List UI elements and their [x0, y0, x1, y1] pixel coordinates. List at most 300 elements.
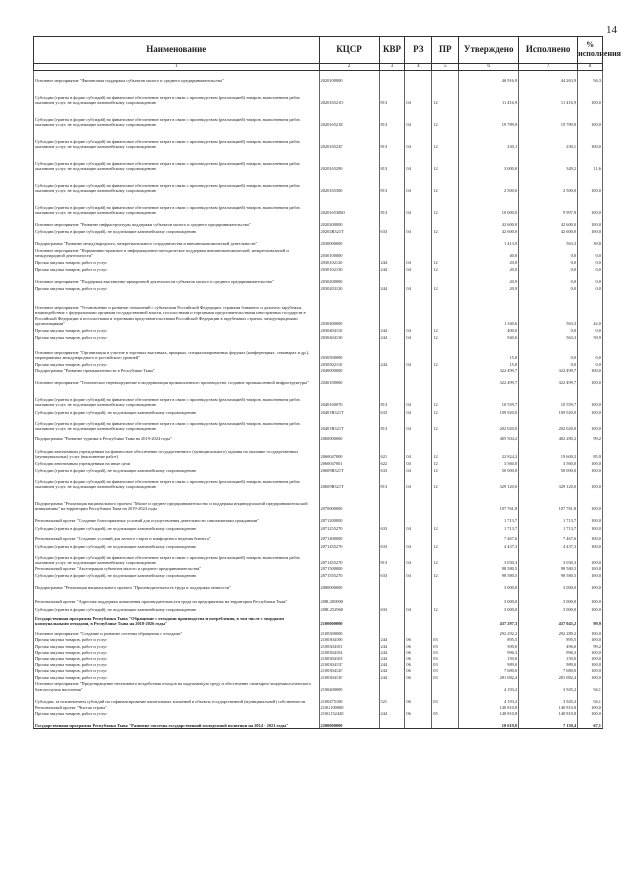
- row-rz: 04: [405, 473, 432, 489]
- row-pr: [432, 234, 459, 246]
- row-executed: 563,3: [519, 234, 578, 246]
- row-percent: 100,0: [578, 704, 603, 710]
- row-approved: 140 810,8: [459, 710, 519, 716]
- row-percent: 100,0: [578, 549, 603, 565]
- row-percent: 0,0: [578, 258, 603, 265]
- row-pr: [432, 716, 459, 729]
- row-approved: 150,0: [459, 655, 519, 661]
- row-kvr: 244: [379, 710, 405, 716]
- row-executed: 3 030,3: [519, 549, 578, 565]
- table-row: [34, 415, 603, 431]
- row-kvr: [379, 612, 405, 626]
- row-pr: [432, 272, 459, 284]
- row-approved: 500,0: [459, 643, 519, 649]
- row-pr: 12: [432, 441, 459, 459]
- row-kvr: 244: [379, 649, 405, 655]
- row-percent: 100,0: [578, 523, 603, 531]
- row-percent: 67,1: [578, 716, 603, 729]
- row-name: Подпрограмма "Реализация национального проекта "Малое и среднее предпринимательство и поддержка индивидуальной предпринимательской инициативы" на территории Республики Тыва на 2019-2024 годы: [34, 489, 320, 511]
- row-kcsr: 20609R321Т: [319, 466, 379, 473]
- row-name: Субсидии автономным учреждениям на иные цели: [34, 459, 320, 466]
- row-executed: 895,5: [519, 636, 578, 642]
- row-kcsr: 2071400000: [319, 531, 379, 541]
- table-row: [34, 105, 603, 127]
- row-rz: 04: [405, 127, 432, 149]
- row-rz: [405, 340, 432, 360]
- row-kvr: 244: [379, 636, 405, 642]
- row-approved: 1 713,7: [459, 511, 519, 523]
- row-percent: 0,0: [578, 272, 603, 284]
- table-row: [34, 265, 603, 272]
- row-approved: 1 413,9: [459, 234, 519, 246]
- header-name: Наименование: [34, 37, 320, 64]
- row-percent: 100,0: [578, 636, 603, 642]
- row-kvr: 813: [379, 171, 405, 193]
- row-executed: 19 600,2: [519, 441, 578, 459]
- row-kcsr: 208L200000: [319, 590, 379, 604]
- table-row: [34, 511, 603, 523]
- table-row: [34, 680, 603, 692]
- row-pr: 12: [432, 105, 459, 127]
- index-cell: 8: [578, 64, 603, 71]
- row-name: Прочая закупка товаров, работ и услуг: [34, 661, 320, 667]
- row-rz: 04: [405, 265, 432, 272]
- row-kvr: 244: [379, 265, 405, 272]
- table-row: [34, 489, 603, 511]
- row-name: Основное мероприятие "Предотвращение негативного воздействия отходов на окружающую среду и обеспечение санитарно-эпидемиологического благополучия населения": [34, 680, 320, 692]
- row-rz: [405, 215, 432, 227]
- row-kcsr: 2030404110: [319, 326, 379, 333]
- row-name: Прочая закупка товаров, работ и услуг: [34, 649, 320, 655]
- row-kvr: 633: [379, 571, 405, 578]
- row-pr: 03: [432, 661, 459, 667]
- row-pr: 12: [432, 466, 459, 473]
- row-approved: 3 000,0: [459, 149, 519, 171]
- row-rz: 04: [405, 571, 432, 578]
- index-row: [34, 64, 603, 71]
- row-name: Региональный проект "Акселерация субъектов малого и среднего предпринимательства": [34, 565, 320, 571]
- row-rz: 04: [405, 326, 432, 333]
- row-executed: 989,0: [519, 661, 578, 667]
- row-approved: 322 499,7: [459, 373, 519, 385]
- row-executed: 496,0: [519, 643, 578, 649]
- row-pr: 12: [432, 604, 459, 612]
- row-name: Субсидии (гранты в форме субсидий), не подлежащие казначейскому сопровождению: [34, 541, 320, 549]
- row-approved: 202 020,0: [459, 415, 519, 431]
- row-percent: 100,0: [578, 459, 603, 466]
- table-row: [34, 227, 603, 234]
- row-pr: 12: [432, 171, 459, 193]
- row-approved: 895,5: [459, 636, 519, 642]
- table-row: [34, 523, 603, 531]
- row-name: Региональный проект "Адресная поддержка повышения производительности труда на предприятиях на территории Республики Тыва": [34, 590, 320, 604]
- table-row: [34, 333, 603, 340]
- table-row: [34, 246, 603, 258]
- row-percent: 100,0: [578, 415, 603, 431]
- row-executed: 0,0: [519, 265, 578, 272]
- row-kvr: [379, 531, 405, 541]
- row-percent: 100,0: [578, 578, 603, 590]
- row-executed: 230,1: [519, 127, 578, 149]
- table-row: [34, 541, 603, 549]
- row-kcsr: 2200000000: [319, 716, 379, 729]
- row-executed: 0,0: [519, 326, 578, 333]
- row-pr: 12: [432, 333, 459, 340]
- row-approved: 10 559,7: [459, 385, 519, 407]
- row-name: Подпрограмма "Реализация национального проекта "Производительность труда и поддержка занятости": [34, 578, 320, 590]
- row-kvr: 633: [379, 466, 405, 473]
- row-approved: 1 713,7: [459, 523, 519, 531]
- row-percent: 100,0: [578, 565, 603, 571]
- row-percent: 100,0: [578, 105, 603, 127]
- row-percent: 100,0: [578, 604, 603, 612]
- row-approved: 7 467,6: [459, 531, 519, 541]
- row-executed: 7 130,4: [519, 716, 578, 729]
- row-name: Основное мероприятие "Установление и развитие отношений с субъектами Российской Федерации, странами ближнего и дальнего зарубежья, взаимодействие с федеральными органами государственной власти, посольствами и торговыми представительствами иностранных государств в Российской Федерации и посольствами и торговыми представительствами Российской Федерации в зарубежных странах, международными организациями": [34, 291, 320, 326]
- row-kvr: 813: [379, 473, 405, 489]
- row-kcsr: 202016521Е: [319, 105, 379, 127]
- row-pr: [432, 626, 459, 636]
- row-approved: 10 000,0: [459, 193, 519, 215]
- row-executed: 329 120,0: [519, 473, 578, 489]
- table-row: [34, 234, 603, 246]
- row-executed: 0,0: [519, 258, 578, 265]
- table-row: [34, 531, 603, 541]
- row-name: Прочая закупка товаров, работ и услуг: [34, 710, 320, 716]
- row-rz: 06: [405, 710, 432, 716]
- row-percent: 100,0: [578, 385, 603, 407]
- row-kvr: [379, 340, 405, 360]
- row-pr: 03: [432, 649, 459, 655]
- row-kcsr: 2030203120: [319, 284, 379, 291]
- row-name: Прочая закупка товаров, работ и услуг: [34, 655, 320, 661]
- row-name: Субсидии (гранты в форме субсидий) на финансовое обеспечение затрат в связи с производством (реализацией) товаров, выполнением работ, оказанием услуг, не подлежащие казначейскому сопровождению: [34, 193, 320, 215]
- row-pr: 12: [432, 571, 459, 578]
- table-row: [34, 578, 603, 590]
- row-approved: 437 297,3: [459, 612, 519, 626]
- row-kcsr: 2030502110: [319, 360, 379, 367]
- row-rz: [405, 680, 432, 692]
- row-pr: [432, 612, 459, 626]
- row-percent: 99,2: [578, 643, 603, 649]
- row-pr: [432, 531, 459, 541]
- row-executed: 437 045,2: [519, 612, 578, 626]
- row-pr: 12: [432, 541, 459, 549]
- row-rz: 04: [405, 284, 432, 291]
- row-kcsr: 2020165290: [319, 149, 379, 171]
- row-approved: 989,0: [459, 661, 519, 667]
- row-rz: [405, 578, 432, 590]
- row-kcsr: 2080000000: [319, 578, 379, 590]
- row-executed: 281 082,4: [519, 674, 578, 680]
- row-name: Субсидии (гранты в форме субсидий), не подлежащие казначейскому сопровождению: [34, 604, 320, 612]
- row-kvr: [379, 291, 405, 326]
- row-pr: 12: [432, 473, 459, 489]
- row-kvr: [379, 578, 405, 590]
- row-executed: 3 000,0: [519, 590, 578, 604]
- row-approved: 4 437,3: [459, 541, 519, 549]
- row-kvr: 633: [379, 604, 405, 612]
- row-percent: 11,6: [578, 149, 603, 171]
- row-rz: 04: [405, 193, 432, 215]
- row-percent: 100,0: [578, 674, 603, 680]
- row-approved: 230,1: [459, 127, 519, 149]
- row-name: Основное мероприятие "Создание и развитие системы обращения с отходами": [34, 626, 320, 636]
- row-executed: 7 467,6: [519, 531, 578, 541]
- row-executed: 4 437,3: [519, 541, 578, 549]
- row-kvr: 244: [379, 655, 405, 661]
- row-rz: 06: [405, 636, 432, 642]
- row-kcsr: 2100300000: [319, 626, 379, 636]
- row-name: Субсидии (гранты в форме субсидий) на финансовое обеспечение затрат в связи с производством (реализацией) товаров, выполнением работ, оказанием услуг, не подлежащие казначейскому сопровождению: [34, 83, 320, 105]
- row-pr: [432, 511, 459, 523]
- row-pr: [432, 373, 459, 385]
- row-percent: 59,9: [578, 333, 603, 340]
- row-rz: 04: [405, 385, 432, 407]
- row-executed: 107 761,8: [519, 489, 578, 511]
- row-percent: 94,1: [578, 680, 603, 692]
- row-kvr: [379, 234, 405, 246]
- row-kcsr: 2100304103: [319, 655, 379, 661]
- row-pr: 03: [432, 667, 459, 673]
- row-kvr: 813: [379, 105, 405, 127]
- row-rz: [405, 716, 432, 729]
- row-executed: 2 500,0: [519, 171, 578, 193]
- row-name: Основное мероприятие "Поддержка выставочно-ярмарочной деятельности субъектов малого и среднего предпринимательства": [34, 272, 320, 284]
- table-row: [34, 466, 603, 473]
- row-kcsr: 2030400000: [319, 291, 379, 326]
- row-executed: 996,3: [519, 649, 578, 655]
- row-name: Субсидии (гранты в форме субсидий), не подлежащие казначейскому сопровождению: [34, 227, 320, 234]
- row-kcsr: 2100400000: [319, 680, 379, 692]
- row-percent: 100,0: [578, 541, 603, 549]
- table-row: [34, 291, 603, 326]
- row-kvr: [379, 71, 405, 84]
- row-kvr: [379, 431, 405, 441]
- row-approved: 400,0: [459, 326, 519, 333]
- row-percent: 100,0: [578, 127, 603, 149]
- row-approved: 22 824,2: [459, 441, 519, 459]
- row-pr: 05: [432, 710, 459, 716]
- index-cell: 6: [459, 64, 519, 71]
- table-body: [34, 71, 603, 729]
- row-kvr: [379, 716, 405, 729]
- row-percent: 94,1: [578, 692, 603, 704]
- row-kcsr: 2030500000: [319, 340, 379, 360]
- row-name: Субсидии (гранты в форме субсидий), не подлежащие казначейскому сопровождению: [34, 571, 320, 578]
- row-name: Подпрограмма "Развитие международного, межрегионального сотрудничества и внешнеэкономической деятельности": [34, 234, 320, 246]
- row-kcsr: 2030100000: [319, 246, 379, 258]
- row-approved: 10 619,0: [459, 716, 519, 729]
- row-approved: 292 292,2: [459, 626, 519, 636]
- row-pr: 12: [432, 360, 459, 367]
- row-kcsr: 2030102120: [319, 258, 379, 265]
- row-kvr: 244: [379, 360, 405, 367]
- index-cell: 7: [519, 64, 578, 71]
- table-row: [34, 473, 603, 489]
- row-approved: 46 916,9: [459, 71, 519, 84]
- row-pr: 12: [432, 149, 459, 171]
- table-row: [34, 149, 603, 171]
- row-kcsr: 2071455270: [319, 541, 379, 549]
- row-pr: [432, 680, 459, 692]
- row-percent: 100,0: [578, 83, 603, 105]
- table-row: [34, 407, 603, 415]
- row-executed: 3 000,0: [519, 578, 578, 590]
- row-rz: 04: [405, 333, 432, 340]
- row-pr: 12: [432, 549, 459, 565]
- row-rz: 04: [405, 149, 432, 171]
- row-name: Прочая закупка товаров, работ и услуг: [34, 326, 320, 333]
- page-number: 14: [606, 24, 617, 36]
- row-executed: 0,0: [519, 246, 578, 258]
- row-pr: 03: [432, 643, 459, 649]
- row-kvr: 813: [379, 549, 405, 565]
- row-kcsr: 2030200000: [319, 272, 379, 284]
- row-percent: 100,0: [578, 227, 603, 234]
- row-executed: 98 580,5: [519, 565, 578, 571]
- table-row: [34, 604, 603, 612]
- row-pr: [432, 578, 459, 590]
- row-percent: 0,0: [578, 326, 603, 333]
- row-rz: [405, 373, 432, 385]
- row-pr: 03: [432, 692, 459, 704]
- row-name: Региональный проект "Создание условий для легкого старта и комфортного ведения бизнеса": [34, 531, 320, 541]
- row-executed: 50 000,0: [519, 466, 578, 473]
- row-kvr: 244: [379, 661, 405, 667]
- row-rz: [405, 590, 432, 604]
- row-name: Прочая закупка товаров, работ и услуг: [34, 667, 320, 673]
- table-row: [34, 549, 603, 565]
- row-kcsr: 2040160070: [319, 385, 379, 407]
- row-executed: 42 600,0: [519, 227, 578, 234]
- row-kvr: 244: [379, 326, 405, 333]
- row-rz: [405, 272, 432, 284]
- row-rz: 04: [405, 459, 432, 466]
- header-row: [34, 37, 603, 64]
- index-cell: 3: [379, 64, 405, 71]
- row-pr: 03: [432, 655, 459, 661]
- row-executed: 1 713,7: [519, 523, 578, 531]
- row-approved: 4 193,2: [459, 692, 519, 704]
- row-name: Региональный проект "Чистая страна": [34, 704, 320, 710]
- row-executed: 10 559,7: [519, 385, 578, 407]
- table-row: [34, 431, 603, 441]
- row-approved: 3 000,0: [459, 578, 519, 590]
- row-name: Основное мероприятие "Развитие инфраструктуры поддержки субъектов малого и среднего предпринимательства": [34, 215, 320, 227]
- row-approved: 20,9: [459, 284, 519, 291]
- row-approved: 20,9: [459, 272, 519, 284]
- row-kcsr: 202016523Г: [319, 127, 379, 149]
- row-executed: 44 263,9: [519, 71, 578, 84]
- row-executed: 322 499,7: [519, 373, 578, 385]
- row-rz: 04: [405, 407, 432, 415]
- header-rz: РЗ: [405, 37, 432, 64]
- row-name: Основное мероприятие "Организация и участие в торговых выставках, ярмарках, специализированных форумах (конференциях, семинарах и др.), мероприятиях международного и российского уровней": [34, 340, 320, 360]
- row-pr: 12: [432, 227, 459, 234]
- row-executed: 563,3: [519, 291, 578, 326]
- row-kvr: [379, 215, 405, 227]
- row-kcsr: 2020100000: [319, 71, 379, 84]
- row-rz: [405, 71, 432, 84]
- row-percent: 99,9: [578, 612, 603, 626]
- row-percent: 100,0: [578, 661, 603, 667]
- row-name: Субсидии автономным учреждениям на финансовое обеспечение государственного (муниципального) задания на оказание государственных (муниципальных) услуг (выполнение работ): [34, 441, 320, 459]
- row-approved: 20,0: [459, 265, 519, 272]
- row-kvr: [379, 590, 405, 604]
- row-rz: [405, 612, 432, 626]
- row-percent: 100,0: [578, 655, 603, 661]
- row-kvr: [379, 373, 405, 385]
- header-pr: ПР: [432, 37, 459, 64]
- budget-execution-table: [33, 36, 621, 729]
- row-approved: 7 680,0: [459, 667, 519, 673]
- row-percent: 100,0: [578, 473, 603, 489]
- row-percent: 100,0: [578, 489, 603, 511]
- row-rz: 04: [405, 549, 432, 565]
- row-rz: 04: [405, 171, 432, 193]
- row-kvr: 813: [379, 385, 405, 407]
- row-kvr: 244: [379, 667, 405, 673]
- row-kcsr: 208L252960: [319, 604, 379, 612]
- row-kcsr: 2030404130: [319, 333, 379, 340]
- row-percent: 100,0: [578, 373, 603, 385]
- row-rz: [405, 531, 432, 541]
- row-name: Субсидии (гранты в форме субсидий) на финансовое обеспечение затрат в связи с производством (реализацией) товаров, выполнением работ, оказанием услуг, не подлежащие казначейскому сопровождению: [34, 385, 320, 407]
- row-name: Субсидии (гранты в форме субсидий), не подлежащие казначейскому сопровождению: [34, 466, 320, 473]
- row-executed: 0,0: [519, 272, 578, 284]
- row-approved: 11 416,9: [459, 83, 519, 105]
- row-rz: 04: [405, 523, 432, 531]
- row-rz: 06: [405, 655, 432, 661]
- row-kvr: 813: [379, 415, 405, 431]
- row-name: Прочая закупка товаров, работ и услуг: [34, 674, 320, 680]
- index-cell: 1: [34, 64, 320, 71]
- row-percent: 100,0: [578, 531, 603, 541]
- row-executed: 9 997,8: [519, 193, 578, 215]
- row-name: Государственная программа Республики Тыва "Обращение с отходами производства и потребления, в том числе с твердыми коммунальными отходами, в Республике Тыва на 2018-2026 годы": [34, 612, 320, 626]
- row-pr: [432, 489, 459, 511]
- row-kcsr: 2030102130: [319, 265, 379, 272]
- row-percent: 42,0: [578, 291, 603, 326]
- row-percent: 100,0: [578, 407, 603, 415]
- row-name: Подпрограмма "Развитие промышленности в Республике Тыва": [34, 367, 320, 373]
- row-kcsr: 202016530Ю: [319, 193, 379, 215]
- table-row: [34, 441, 603, 459]
- table-row: [34, 590, 603, 604]
- row-name: Подпрограмма "Развитие туризма в Республике Тыва на 2019-2024 годы": [34, 431, 320, 441]
- row-rz: 06: [405, 674, 432, 680]
- row-approved: 1 340,6: [459, 291, 519, 326]
- row-kvr: [379, 489, 405, 511]
- header-approved: Утверждено: [459, 37, 519, 64]
- row-percent: 100,0: [578, 590, 603, 604]
- row-name: Субсидии (гранты в форме субсидий) на финансовое обеспечение затрат в связи с производством (реализацией) товаров, выполнением работ, оказанием услуг, не подлежащие казначейскому сопровождению: [34, 171, 320, 193]
- row-kcsr: 20202R321Т: [319, 227, 379, 234]
- table-row: [34, 83, 603, 105]
- header-executed: Исполнено: [519, 37, 578, 64]
- row-executed: 7 680,0: [519, 667, 578, 673]
- row-rz: 04: [405, 415, 432, 431]
- row-approved: 281 082,4: [459, 674, 519, 680]
- row-executed: 322 499,7: [519, 367, 578, 373]
- row-kcsr: 2020165300: [319, 171, 379, 193]
- row-percent: 100,0: [578, 511, 603, 523]
- row-kcsr: 210030411Г: [319, 661, 379, 667]
- row-approved: 50 000,0: [459, 466, 519, 473]
- row-executed: 109 920,0: [519, 407, 578, 415]
- row-kcsr: 2100304101: [319, 643, 379, 649]
